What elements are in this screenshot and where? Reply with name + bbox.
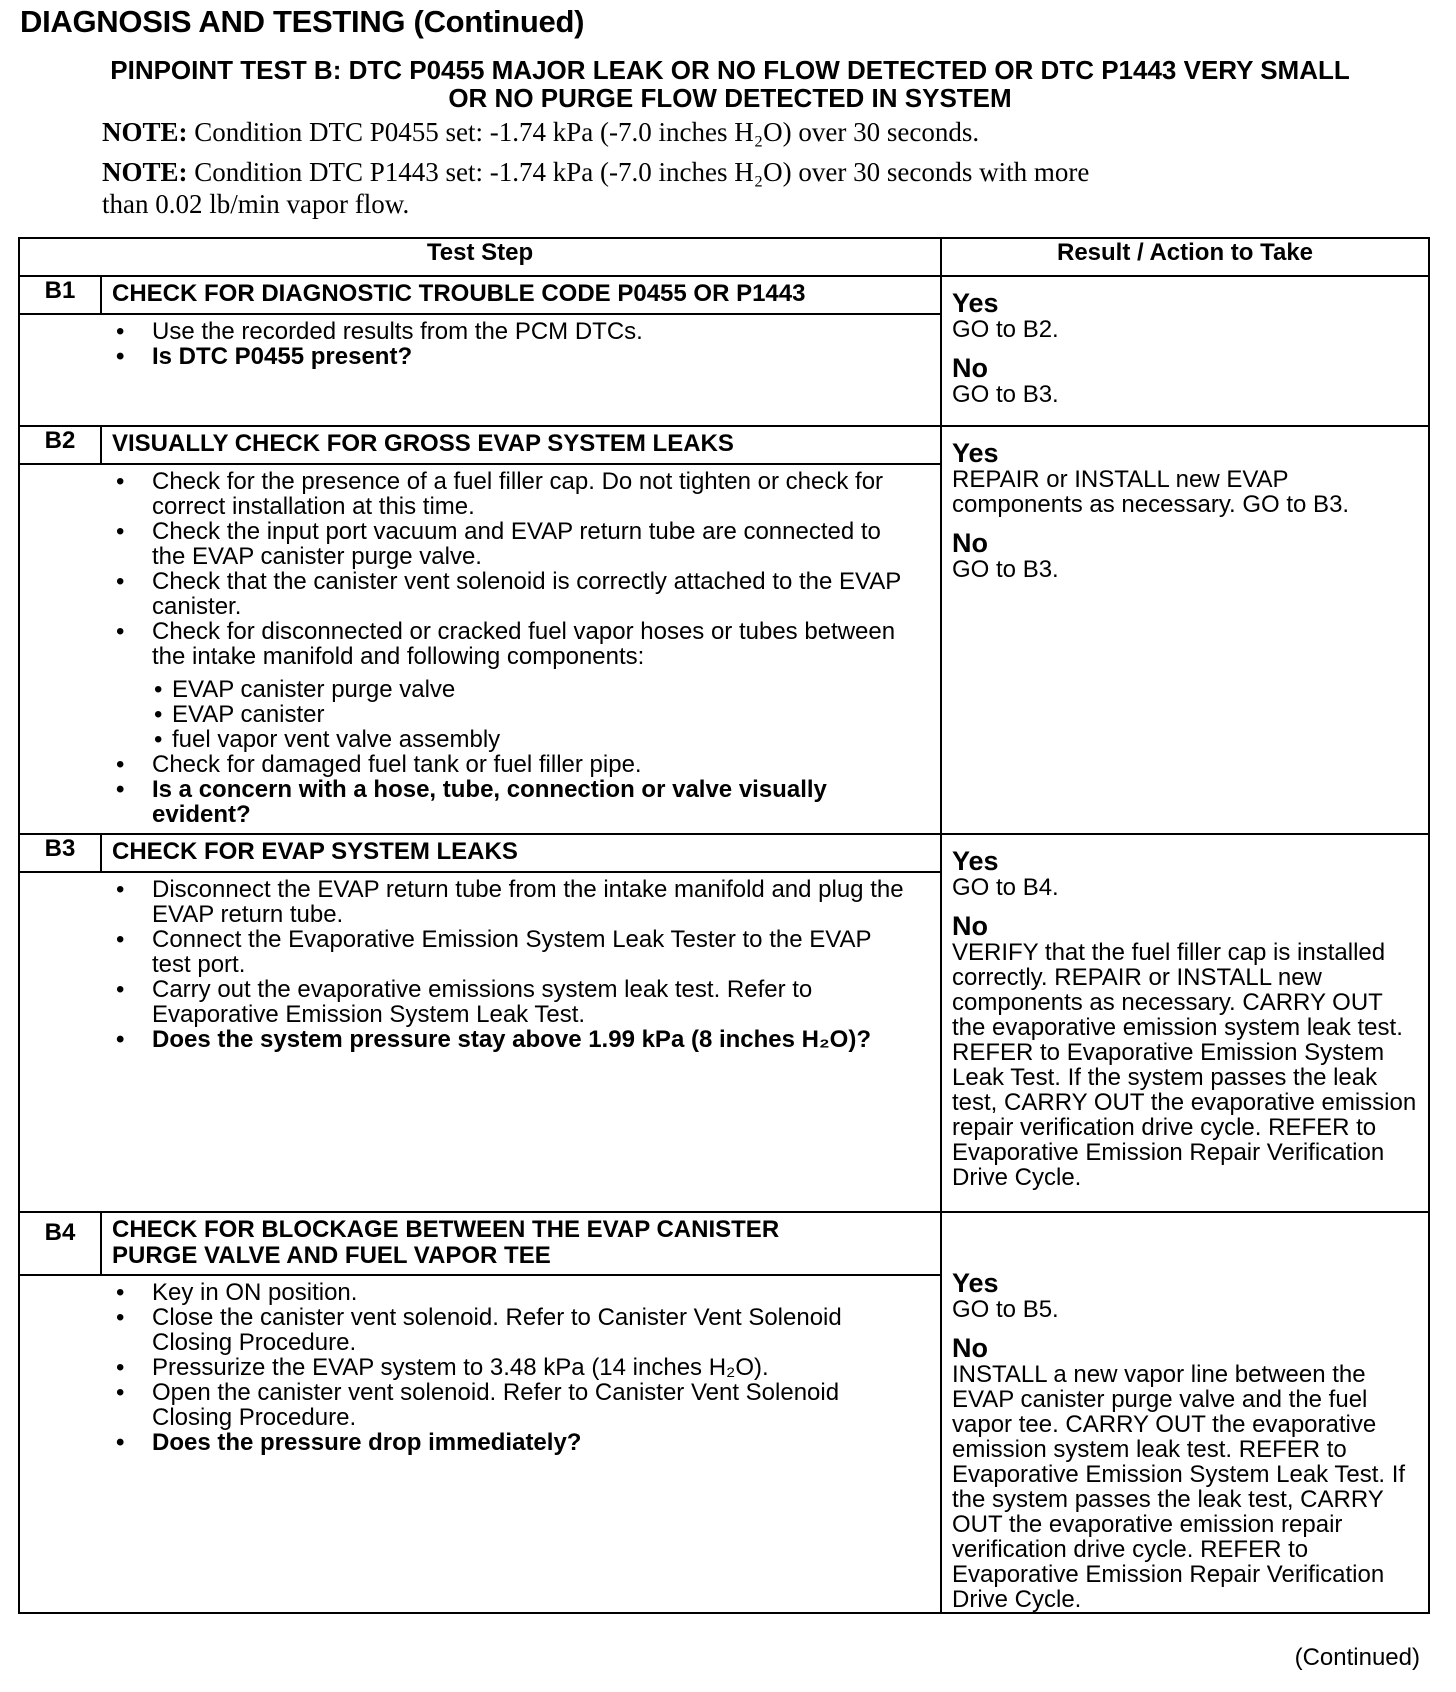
step-bullets bbox=[20, 319, 940, 369]
header-test-step: Test Step bbox=[19, 238, 941, 276]
step-bullets bbox=[20, 877, 940, 1052]
step-title: CHECK FOR DIAGNOSTIC TROUBLE CODE P0455 OR P1443 bbox=[101, 276, 941, 314]
header-result: Result / Action to Take bbox=[941, 238, 1429, 276]
step-title-line-2: PURGE VALVE AND FUEL VAPOR TEE bbox=[112, 1242, 551, 1269]
list-item: • Disconnect the EVAP return tube from the intake manifold and plug the EVAP return tube. bbox=[20, 877, 940, 927]
note-text: Condition DTC P0455 set: -1.74 kPa (-7.0 inches H₂O) over 30 seconds. bbox=[194, 117, 980, 147]
note-1 bbox=[102, 116, 1302, 148]
step-title bbox=[101, 1212, 941, 1275]
component-sub-list bbox=[20, 677, 940, 752]
no-action: VERIFY that the fuel filler cap is installed correctly. REPAIR or INSTALL new components as necessary. CARRY OUT the evaporative emission system leak test. REFER to Evaporative Emission System Leak Test. If the system passes the leak test, CARRY OUT the evaporative emission repair verification drive cycle. REFER to Evaporative Emission Repair Verification Drive Cycle. bbox=[952, 939, 1417, 1191]
step-id: B3 bbox=[19, 834, 101, 872]
list-item: • Open the canister vent solenoid. Refer to Canister Vent Solenoid Closing Procedure. bbox=[20, 1380, 940, 1430]
yes-label: Yes bbox=[952, 846, 999, 876]
yes-action: GO to B4. bbox=[952, 874, 1059, 901]
step-title: CHECK FOR EVAP SYSTEM LEAKS bbox=[101, 834, 941, 872]
question-item: • Is a concern with a hose, tube, connection or valve visually evident? bbox=[20, 777, 940, 827]
step-content bbox=[19, 314, 941, 426]
test-subtitle bbox=[20, 56, 1440, 112]
step-result bbox=[941, 1212, 1429, 1613]
no-action: INSTALL a new vapor line between the EVAP canister purge valve and the fuel vapor tee. CARRY OUT the evaporative emission system leak test. REFER to Evaporative Emission System Leak Test. If the system passes the leak test, CARRY OUT the evaporative emission repair verification drive cycle. REFER to Evaporative Emission Repair Verification Drive Cycle. bbox=[952, 1361, 1406, 1613]
page-title: DIAGNOSIS AND TESTING (Continued) bbox=[20, 4, 585, 39]
list-item: • Check the input port vacuum and EVAP return tube are connected to the EVAP canister purge valve. bbox=[20, 519, 940, 569]
list-item: • Close the canister vent solenoid. Refer to Canister Vent Solenoid Closing Procedure. bbox=[20, 1305, 940, 1355]
yes-label: Yes bbox=[952, 1268, 999, 1298]
step-result bbox=[941, 276, 1429, 426]
note-text-continued: than 0.02 lb/min vapor flow. bbox=[102, 189, 410, 219]
step-title-line-1: CHECK FOR BLOCKAGE BETWEEN THE EVAP CANISTER bbox=[112, 1216, 780, 1243]
step-bullets bbox=[20, 469, 940, 669]
list-item: • Check for damaged fuel tank or fuel filler pipe. bbox=[20, 752, 940, 777]
step-result bbox=[941, 834, 1429, 1212]
step-b1-title-row bbox=[19, 276, 1429, 314]
step-content bbox=[19, 1275, 941, 1613]
step-result bbox=[941, 426, 1429, 834]
list-item: • Check for disconnected or cracked fuel vapor hoses or tubes between the intake manifold and following components: bbox=[20, 619, 940, 669]
no-label: No bbox=[952, 353, 988, 383]
note-2 bbox=[102, 156, 1302, 220]
table-header-row bbox=[19, 238, 1429, 276]
question-item: • Does the pressure drop immediately? bbox=[20, 1430, 940, 1455]
question-item: • Does the system pressure stay above 1.99 kPa (8 inches H₂O)? bbox=[20, 1027, 940, 1052]
no-label: No bbox=[952, 1333, 988, 1363]
step-content bbox=[19, 464, 941, 834]
list-item: • Key in ON position. bbox=[20, 1280, 940, 1305]
list-item: • Connect the Evaporative Emission System Leak Tester to the EVAP test port. bbox=[20, 927, 940, 977]
no-label: No bbox=[952, 528, 988, 558]
sub-list-item: • fuel vapor vent valve assembly bbox=[20, 727, 940, 752]
list-item: • Pressurize the EVAP system to 3.48 kPa (14 inches H₂O). bbox=[20, 1355, 940, 1380]
step-id: B1 bbox=[19, 276, 101, 314]
note-label: NOTE: bbox=[102, 157, 188, 187]
list-item: • Carry out the evaporative emissions system leak test. Refer to Evaporative Emission System Leak Test. bbox=[20, 977, 940, 1027]
yes-label: Yes bbox=[952, 438, 999, 468]
step-bullets bbox=[20, 1280, 940, 1455]
sub-list-item: • EVAP canister purge valve bbox=[20, 677, 940, 702]
no-action: GO to B3. bbox=[952, 381, 1059, 408]
step-id: B4 bbox=[19, 1212, 101, 1275]
yes-action: GO to B5. bbox=[952, 1296, 1059, 1323]
yes-action: GO to B2. bbox=[952, 316, 1059, 343]
step-content bbox=[19, 872, 941, 1212]
list-item: • Check for the presence of a fuel filler cap. Do not tighten or check for correct installation at this time. bbox=[20, 469, 940, 519]
continued-label: (Continued) bbox=[1294, 1644, 1420, 1671]
list-item: • Check that the canister vent solenoid is correctly attached to the EVAP canister. bbox=[20, 569, 940, 619]
step-b4-title-row bbox=[19, 1212, 1429, 1275]
step-b2-title-row bbox=[19, 426, 1429, 464]
step-b3-title-row bbox=[19, 834, 1429, 872]
subtitle-line-1: PINPOINT TEST B: DTC P0455 MAJOR LEAK OR NO FLOW DETECTED OR DTC P1443 VERY SMALL bbox=[110, 55, 1350, 85]
no-action: GO to B3. bbox=[952, 556, 1059, 583]
step-title: VISUALLY CHECK FOR GROSS EVAP SYSTEM LEAKS bbox=[101, 426, 941, 464]
no-label: No bbox=[952, 911, 988, 941]
subtitle-line-2: OR NO PURGE FLOW DETECTED IN SYSTEM bbox=[448, 83, 1012, 113]
list-item: • Use the recorded results from the PCM DTCs. bbox=[20, 319, 940, 344]
yes-action: REPAIR or INSTALL new EVAP components as necessary. GO to B3. bbox=[952, 466, 1350, 518]
question-item: • Is DTC P0455 present? bbox=[20, 344, 940, 369]
step-bullets-continued bbox=[20, 752, 940, 827]
yes-label: Yes bbox=[952, 288, 999, 318]
note-label: NOTE: bbox=[102, 117, 188, 147]
sub-list-item: • EVAP canister bbox=[20, 702, 940, 727]
step-id: B2 bbox=[19, 426, 101, 464]
pinpoint-test-table bbox=[18, 237, 1430, 1614]
note-text: Condition DTC P1443 set: -1.74 kPa (-7.0 inches H₂O) over 30 seconds with more bbox=[194, 157, 1090, 187]
